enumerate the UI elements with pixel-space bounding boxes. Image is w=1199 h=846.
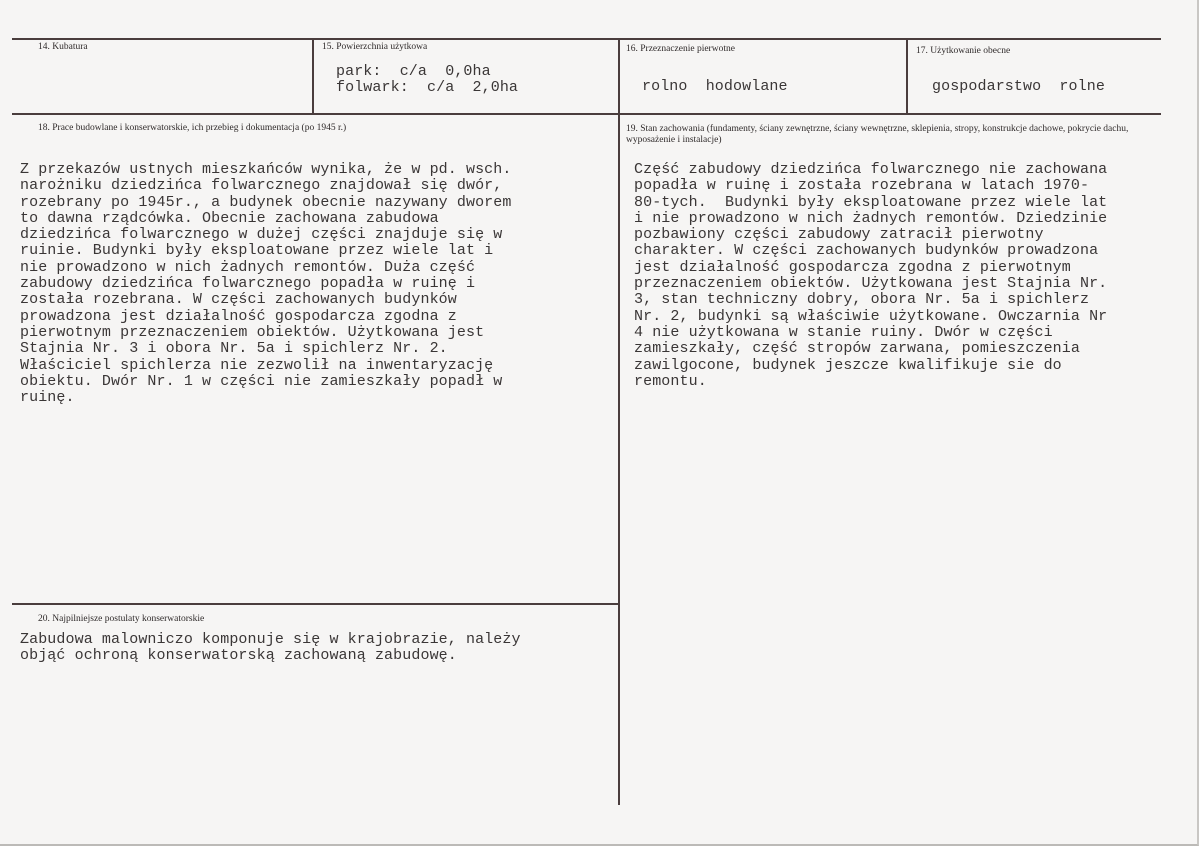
field-18-label: 18. Prace budowlane i konserwatorskie, ich przebieg i dokumentacja (po 1945 r.)	[38, 123, 347, 133]
row-divider	[12, 113, 1161, 115]
section-20-divider	[12, 603, 619, 605]
field-17-label: 17. Użytkowanie obecne	[916, 46, 1011, 56]
field-20-label: 20. Najpilniejsze postulaty konserwatorskie	[38, 614, 205, 624]
field-18-value: Z przekazów ustnych mieszkańców wynika, że w pd. wsch. narożniku dziedzińca folwarcznego znajdował się dwór, rozebrany po 1945r., a budynek obecnie nazywany dworem to dawna rządcówka. Obecnie zachowana zabudowa dziedzińca folwarcznego w dużej części znajduje się w ruinie. Budynki były eksploatowane przez wiele lat i nie prowadzono w nich żadnych remontów. Duża część zabudowy dziedzińca folwarcznego popadła w ruinę i została rozebrana. W części zachowanych budynków prowadzona jest działalność gospodarcza zgodna z pierwotnym przeznaczeniem obiektów. Użytkowana jest Stajnia Nr. 3 i obora Nr. 5a i spichlerz Nr. 2. Właściciel spichlerza nie zezwolił na inwentaryzację obiektu. Dwór Nr. 1 w części nie zamieszkały popadł w ruinę.	[20, 161, 512, 407]
field-15-label: 15. Powierzchnia użytkowa	[322, 42, 428, 52]
column-divider-16	[618, 38, 620, 805]
field-17-value: gospodarstwo rolne	[932, 78, 1105, 95]
top-rule	[12, 38, 1161, 40]
field-16-value: rolno hodowlane	[642, 78, 788, 95]
column-divider-17	[906, 38, 908, 114]
field-19-value: Część zabudowy dziedzińca folwarcznego nie zachowana popadła w ruinę i została rozebrana w latach 1970- 80-tych. Budynki były eksploatowane przez wiele lat i nie prowadzono w nich żadnych remontów. Dziedzinie pozbawiony części zabudowy zatracił pierwotny charakter. W części zachowanych budynków prowadzona jest działalność gospodarcza zgodna z pierwotnym przeznaczeniem obiektów. Użytkowana jest Stajnia Nr. 3, stan techniczny dobry, obora Nr. 5a i spichlerz Nr. 2, budynki są właściwie użytkowane. Owczarnia Nr 4 nie użytkowana w stanie ruiny. Dwór w części zamieszkały, część stropów zarwana, pomieszczenia zawilgocone, budynek jeszcze kwalifikuje sie do remontu.	[634, 161, 1108, 390]
column-divider-15	[312, 38, 314, 114]
field-19-label: 19. Stan zachowania (fundamenty, ściany zewnętrzne, ściany wewnętrzne, sklepienia, stropy, konstrukcje dachowe, pokrycie dachu, wyposażenie i instalacje)	[626, 124, 1129, 145]
field-20-value: Zabudowa malowniczo komponuje się w krajobrazie, należy objąć ochroną konserwatorską zachowaną zabudowę.	[20, 631, 521, 665]
field-16-label: 16. Przeznaczenie pierwotne	[626, 44, 735, 54]
field-15-value: park: c/a 0,0ha folwark: c/a 2,0ha	[336, 63, 519, 97]
field-14-label: 14. Kubatura	[38, 42, 88, 52]
